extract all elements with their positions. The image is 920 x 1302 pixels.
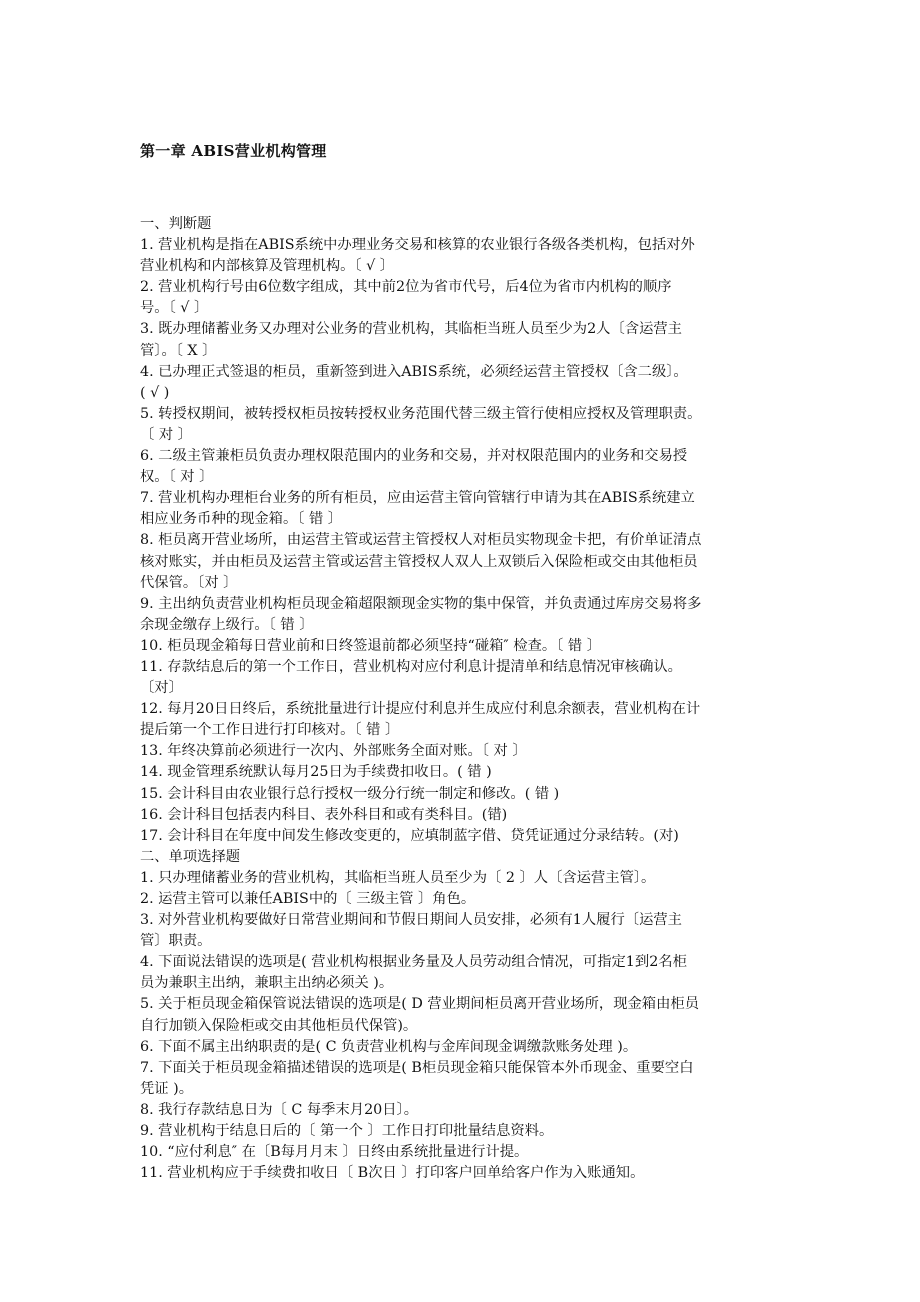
section-heading-true-false: 一、判断题 bbox=[140, 216, 212, 232]
text-line: 相应业务币种的现金箱。〔 错 〕 bbox=[140, 511, 343, 528]
text-line: 员为兼职主出纳，兼职主出纳必须关 )。 bbox=[140, 975, 394, 992]
text-line: 16. 会计科目包括表内科目、表外科目和或有类科目。(错) bbox=[140, 806, 508, 823]
text-line: 〔 对 〕 bbox=[140, 426, 192, 443]
text-line: 5. 转授权期间，被转授权柜员按转授权业务范围代替三级主管行使相应授权及管理职责。 bbox=[140, 405, 702, 422]
text-line: 凭证 )。 bbox=[140, 1080, 194, 1097]
text-line: 提后第一个工作日进行打印核对。〔 错 〕 bbox=[140, 722, 400, 739]
text-line: 9. 主出纳负责营业机构柜员现金箱超限额现金实物的集中保管，并负责通过库房交易将多 bbox=[140, 595, 702, 612]
text-line: 7. 下面关于柜员现金箱描述错误的选项是( B柜员现金箱只能保管本外币现金、重要空白 bbox=[140, 1059, 694, 1076]
text-line: 17. 会计科目在年度中间发生修改变更的，应填制蓝字借、贷凭证通过分录结转。(对) bbox=[140, 827, 679, 844]
section-heading-single-choice: 二、单项选择题 bbox=[140, 848, 241, 865]
text-line: ( √ ) bbox=[140, 384, 170, 401]
text-line: 6. 下面不属主出纳职责的是( C 负责营业机构与金库间现金调缴款账务处理 )。 bbox=[140, 1038, 638, 1055]
text-line: 管〕。〔 X 〕 bbox=[140, 342, 217, 359]
text-line: 14. 现金管理系统默认每月25日为手续费扣收日。( 错 ) bbox=[140, 764, 492, 781]
text-line: 1. 营业机构是指在ABIS系统中办理业务交易和核算的农业银行各级各类机构，包括对外 bbox=[140, 237, 695, 254]
text-line: 代保管。〔对 〕 bbox=[140, 574, 238, 591]
text-line: 2. 营业机构行号由6位数字组成，其中前2位为省市代号，后4位为省市内机构的顺序 bbox=[140, 279, 672, 296]
text-line: 12. 每月20日日终后，系统批量进行计提应付利息并生成应付利息余额表，营业机构在计 bbox=[140, 701, 701, 718]
text-line: 9. 营业机构于结息日后的〔 第一个 〕工作日打印批量结息资料。 bbox=[140, 1123, 554, 1140]
text-line: 4. 已办理正式签退的柜员，重新签到进入ABIS系统，必须经运营主管授权〔含二级〕。 bbox=[140, 363, 688, 380]
text-line: 10. 柜员现金箱每日营业前和日终签退前都必须坚持“碰箱″ 检查。〔 错 〕 bbox=[140, 637, 602, 654]
text-line: 8. 柜员离开营业场所，由运营主管或运营主管授权人对柜员实物现金卡把，有价单证清点 bbox=[140, 532, 702, 549]
chapter-title: 第一章 ABIS营业机构管理 bbox=[140, 142, 327, 160]
text-line: 管〕职责。 bbox=[140, 933, 212, 950]
text-line: 8. 我行存款结息日为〔 C 每季末月20日〕。 bbox=[140, 1101, 419, 1118]
text-line: 〔对〕 bbox=[140, 680, 183, 697]
text-line: 10. “应付利息″ 在〔B每月月末 〕日终由系统批量进行计提。 bbox=[140, 1144, 529, 1161]
text-line: 2. 运营主管可以兼任ABIS中的〔 三级主管 〕角色。 bbox=[140, 891, 476, 907]
text-line: 6. 二级主管兼柜员负责办理权限范围内的业务和交易，并对权限范围内的业务和交易授 bbox=[140, 448, 688, 465]
text-line: 13. 年终决算前必须进行一次内、外部账务全面对账。〔 对 〕 bbox=[140, 743, 527, 760]
text-line: 5. 关于柜员现金箱保管说法错误的选项是( D 营业期间柜员离开营业场所，现金箱由柜员 bbox=[140, 996, 699, 1013]
text-line: 7. 营业机构办理柜台业务的所有柜员，应由运营主管向管辖行申请为其在ABIS系统建立 bbox=[140, 490, 695, 507]
text-line: 3. 对外营业机构要做好日常营业期间和节假日期间人员安排，必须有1人履行〔运营主 bbox=[140, 912, 682, 929]
text-line: 自行加锁入保险柜或交由其他柜员代保管)。 bbox=[140, 1017, 418, 1034]
text-line: 营业机构和内部核算及管理机构。〔 √ 〕 bbox=[140, 258, 395, 275]
text-line: 4. 下面说法错误的选项是( 营业机构根据业务量及人员劳动组合情况，可指定1到2名柜 bbox=[140, 954, 687, 971]
text-line: 余现金缴存上级行。〔 错 〕 bbox=[140, 616, 314, 633]
document-body bbox=[140, 214, 782, 1184]
text-line: 3. 既办理储蓄业务又办理对公业务的营业机构，其临柜当班人员至少为2人〔含运营主 bbox=[140, 321, 682, 338]
text-line: 1. 只办理储蓄业务的营业机构，其临柜当班人员至少为〔 2 〕人〔含运营主管〕。 bbox=[140, 869, 656, 886]
text-line: 核对账实，并由柜员及运营主管或运营主管授权人双人上双锁后入保险柜或交由其他柜员 bbox=[140, 553, 698, 570]
text-line: 11. 存款结息后的第一个工作日，营业机构对应付利息计提清单和结息情况审核确认。 bbox=[140, 658, 682, 675]
text-line: 15. 会计科目由农业银行总行授权一级分行统一制定和修改。( 错 ) bbox=[140, 785, 560, 802]
text-line: 11. 营业机构应于手续费扣收日〔 B次日 〕打印客户回单给客户作为入账通知。 bbox=[140, 1165, 645, 1182]
text-line: 权。〔 对 〕 bbox=[140, 469, 214, 486]
text-line: 号。〔 √ 〕 bbox=[140, 300, 209, 317]
